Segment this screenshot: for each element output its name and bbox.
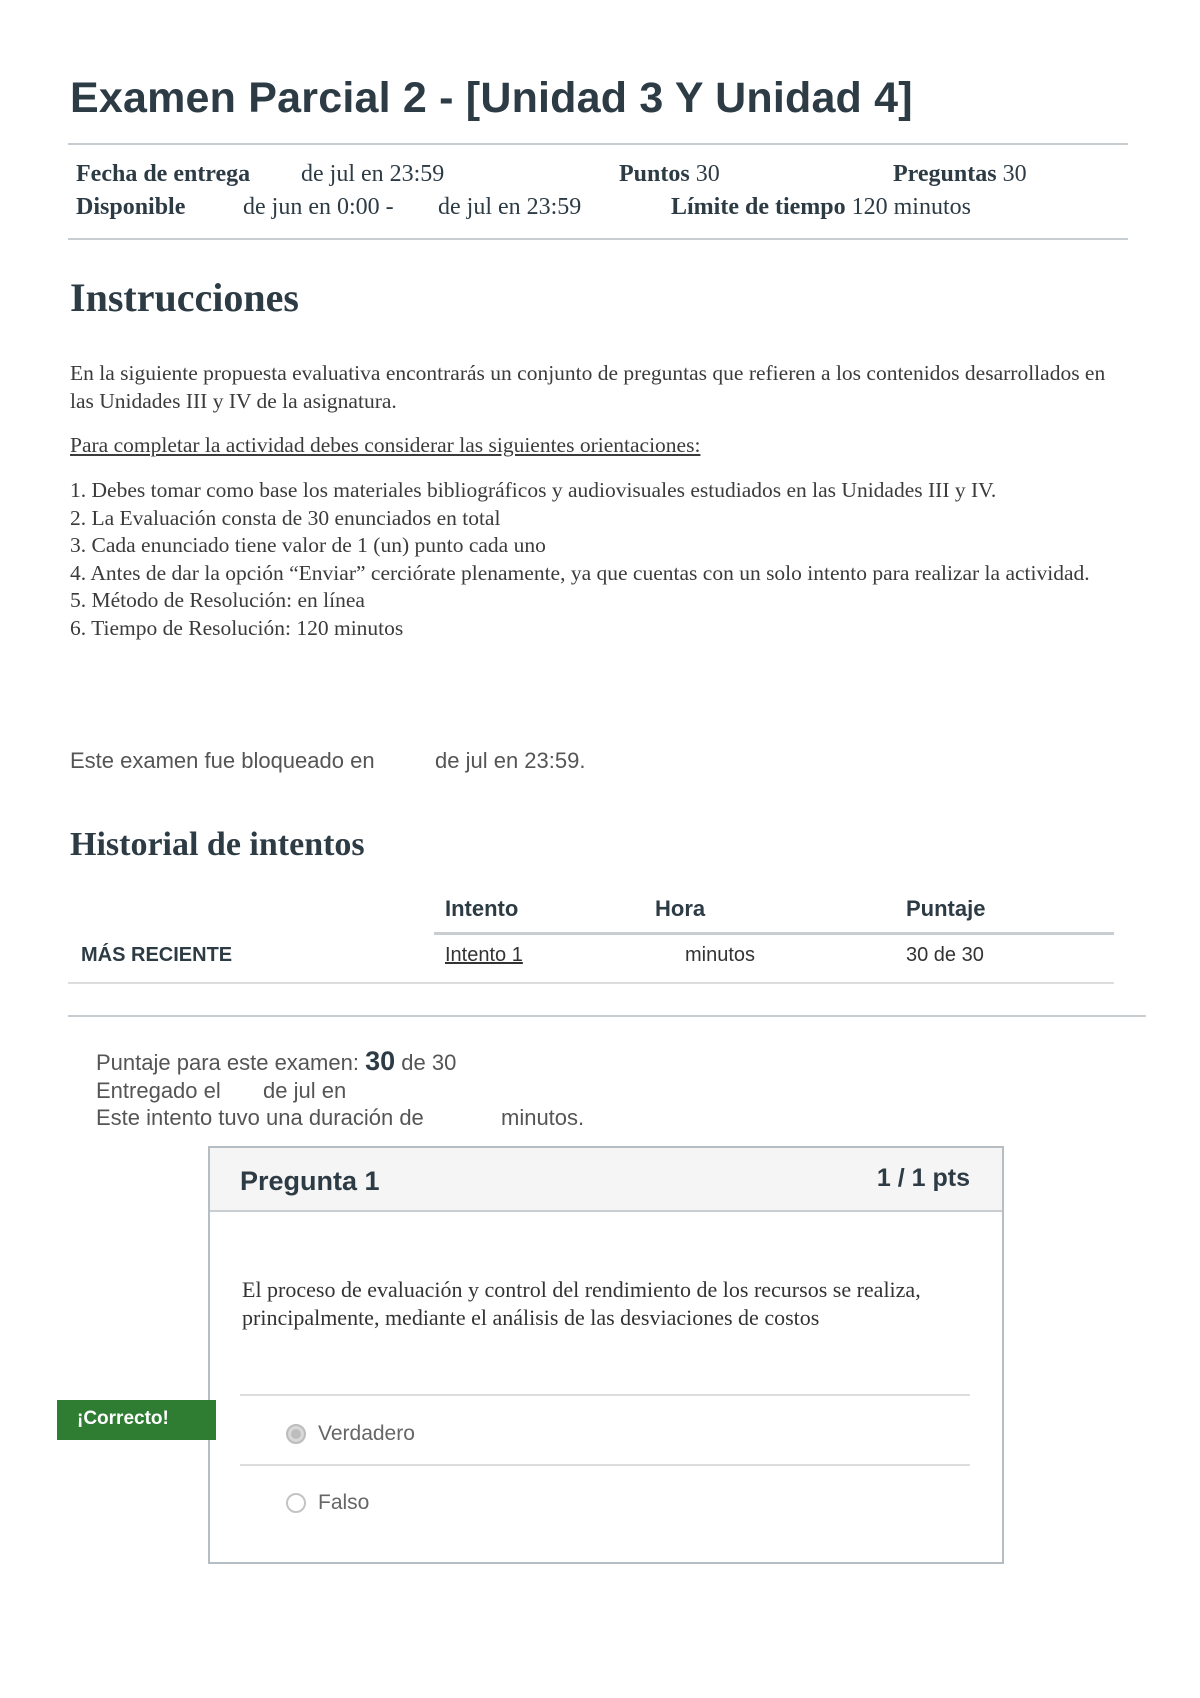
answer-divider	[240, 1464, 970, 1466]
submitted-prefix: Entregado el	[96, 1078, 221, 1103]
column-header-time: Hora	[655, 896, 706, 921]
column-header-attempt: Intento	[445, 896, 519, 921]
available-label: Disponible	[76, 194, 186, 220]
duration-value: minutos.	[501, 1105, 585, 1130]
time-limit-label: Límite de tiempo	[671, 194, 846, 220]
lock-notice-date: de jul en 23:59.	[435, 748, 586, 773]
history-heading: Historial de intentos	[70, 826, 365, 863]
available-value-end: de jul en 23:59	[438, 194, 582, 220]
question-card	[208, 1146, 1004, 1564]
radio-empty-icon[interactable]	[286, 1493, 306, 1513]
table-row-rule	[68, 982, 1114, 984]
score-value: 30	[365, 1046, 396, 1076]
instructions-heading: Instrucciones	[70, 275, 299, 320]
orientation-heading: Para completar la actividad debes considerar las siguientes orientaciones:	[70, 433, 701, 457]
available-value: de jun en 0:00 -	[243, 194, 394, 220]
instruction-item: 6. Tiempo de Resolución: 120 minutos	[70, 615, 404, 640]
points-label: Puntos	[619, 161, 690, 187]
question-points: 1 / 1 pts	[876, 1164, 970, 1192]
questions-value: 30	[1002, 161, 1027, 187]
lock-notice-prefix: Este examen fue bloqueado en	[70, 748, 375, 773]
correct-badge: ¡Correcto!	[57, 1400, 216, 1440]
time-limit-value: 120 minutos	[851, 194, 971, 220]
details-divider	[68, 238, 1128, 240]
column-header-score: Puntaje	[906, 896, 986, 921]
attempt-time: minutos	[685, 944, 756, 966]
question-text: El proceso de evaluación y control del rendimiento de los recursos se realiza, principalmente, mediante el análisis de las desviaciones de costos	[242, 1277, 921, 1330]
question-title: Pregunta 1	[240, 1166, 380, 1196]
instruction-item: 5. Método de Resolución: en línea	[70, 588, 365, 612]
instruction-item: 3. Cada enunciado tiene valor de 1 (un) punto cada uno	[70, 533, 546, 557]
instruction-item: 4. Antes de dar la opción “Enviar” cerciórate plenamente, ya que cuentas con un solo intento para realizar la actividad.	[70, 560, 1090, 585]
radio-selected-icon[interactable]	[286, 1424, 306, 1444]
due-value: de jul en 23:59	[301, 161, 445, 187]
due-label: Fecha de entrega	[76, 161, 251, 187]
answer-divider	[240, 1394, 970, 1396]
attempt-score: 30 de 30	[906, 944, 984, 966]
questions-label: Preguntas	[893, 161, 997, 187]
answer-label[interactable]: Verdadero	[318, 1422, 415, 1445]
summary-divider	[68, 1015, 1146, 1017]
instructions-list	[70, 477, 1120, 642]
score-prefix: Puntaje para este examen:	[96, 1050, 359, 1075]
score-line	[96, 1046, 456, 1077]
score-suffix: de 30	[401, 1050, 457, 1075]
attempt-link[interactable]: Intento 1	[445, 944, 523, 966]
question-header	[210, 1148, 1002, 1212]
points-value: 30	[695, 161, 720, 187]
instruction-item: 2. La Evaluación consta de 30 enunciados en total	[70, 505, 501, 530]
instruction-item: 1. Debes tomar como base los materiales bibliográficos y audiovisuales estudiados en las Unidades III y IV.	[70, 478, 997, 502]
duration-prefix: Este intento tuvo una duración de	[96, 1105, 424, 1130]
answer-label[interactable]: Falso	[318, 1491, 370, 1514]
table-header-rule	[434, 932, 1114, 935]
exam-title: Examen Parcial 2 - [Unidad 3 Y Unidad 4]	[70, 74, 913, 122]
title-divider	[68, 143, 1128, 145]
most-recent-label: MÁS RECIENTE	[81, 944, 233, 966]
submitted-value: de jul en	[263, 1078, 347, 1103]
instructions-intro: En la siguiente propuesta evaluativa encontrarás un conjunto de preguntas que refieren a los contenidos desarrollados en las Unidades III y IV de la asignatura.	[70, 361, 1106, 413]
